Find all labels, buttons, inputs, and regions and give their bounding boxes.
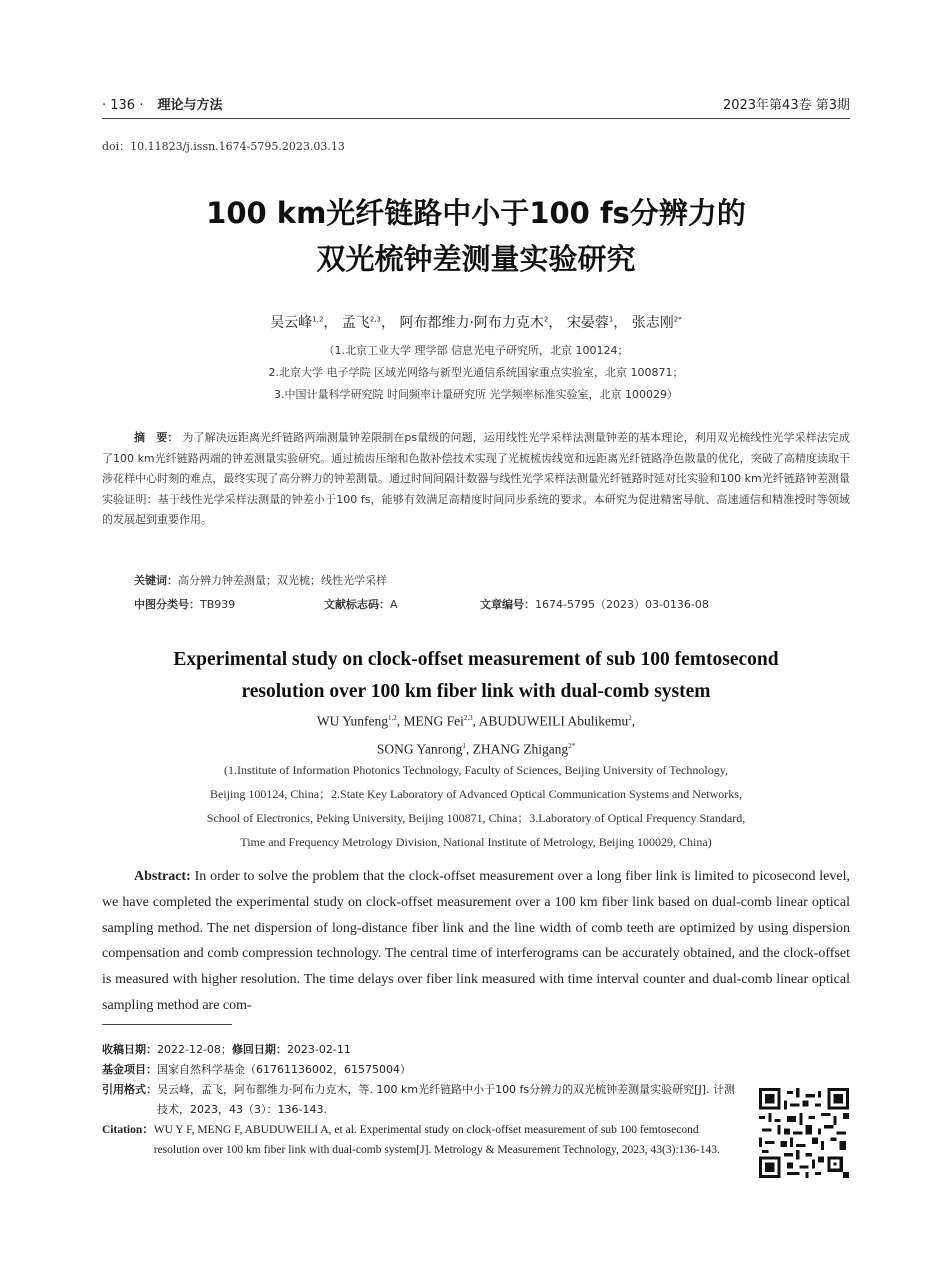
title-cn xyxy=(102,190,850,282)
author-cn-2-sup: 2,3 xyxy=(369,315,381,324)
author-cn-3: 阿布都维力·阿布力克木 xyxy=(399,315,544,331)
authors-cn: 吴云峰$^{1,2}$， 孟飞$^{2,3}$， 阿布都维力·阿布力克木$^2$， 宋晏蓉$^1$， 张志刚$^{2*}$ xyxy=(270,315,682,331)
article-no-item xyxy=(480,596,709,612)
affiliation-cn-line: 3.中国计量科学研究院 时间频率计量研究所 光学频率标准实验室，北京 100029） xyxy=(274,388,678,401)
footnote-rule xyxy=(102,1024,232,1025)
author-en-2: MENG Fei xyxy=(403,713,464,729)
author-en-1-sup: 1,2 xyxy=(387,714,397,722)
author-cn-5: 张志刚 xyxy=(631,315,674,331)
affiliations-en xyxy=(102,758,850,854)
footnotes xyxy=(102,1040,742,1160)
abstract-cn-text: 为了解决远距离光纤链路两端测量钟差限制在ps量级的问题，运用线性光学采样法测量钟差的基本理论，利用双光梳线性光学采样法完成了100 km光纤链路两端的钟差测量实验研究。通过梳齿压缩和色散补偿技术实现了光梳梳齿线宽和远距离光纤链路净色散量的优化，突破了高精度读取干涉花样中心时刻的难点，最终实现了高分辨力的钟差测量。通过时间间隔计数器与线性光学采样法测量光纤链路时延对比实验和100 km光纤链路钟差测量实验证明：基于线性光学采样法测量的钟差小于100 fs，能够有效满足高精度时间同步系统的要求。本研究为促进精密导航、高速通信和精准授时等领域的发展起到重要作用。 xyxy=(102,431,850,526)
keywords-cn-label: 关键词： xyxy=(134,574,178,587)
affiliations-cn xyxy=(102,340,850,406)
author-en-5: ZHANG Zhigang xyxy=(472,741,569,756)
doc-code-item xyxy=(324,596,480,612)
title-cn-line1: 100 km光纤链路中小于100 fs分辨力的 xyxy=(206,196,746,230)
running-header xyxy=(102,94,850,114)
affiliation-cn-line: （1.北京工业大学 理学部 信息光电子研究所，北京 100124； xyxy=(323,344,629,357)
title-en xyxy=(102,644,850,708)
author-en-1: WU Yunfeng xyxy=(316,713,388,729)
revised-label: 修回日期： xyxy=(231,1043,287,1056)
section-name: 理论与方法 xyxy=(157,98,223,113)
author-cn-2: 孟飞 xyxy=(341,315,370,331)
qr-code-icon[interactable] xyxy=(759,1088,849,1178)
doi[interactable]: doi：10.11823/j.issn.1674-5795.2023.03.13 xyxy=(102,140,345,153)
affiliation-en-line: School of Electronics, Peking University, Beijing 100871, China；3.Laboratory of Optical Frequency Standard, xyxy=(206,811,746,825)
cite-cn-line xyxy=(102,1080,742,1120)
author-cn-3-sup: 2 xyxy=(543,315,549,324)
affiliation-en-line: Time and Frequency Metrology Division, National Institute of Metrology, Beijing 100029, China) xyxy=(240,835,712,849)
author-cn-4-sup: 1 xyxy=(608,315,614,324)
page-number: · 136 · xyxy=(102,98,144,113)
abstract-en-label: Abstract: xyxy=(134,869,191,884)
clc-item xyxy=(134,596,324,612)
cite-en-label: Citation： xyxy=(102,1124,154,1136)
cite-cn-label: 引用格式： xyxy=(102,1083,157,1096)
author-en-2-sup: 2,3 xyxy=(463,714,473,722)
doc-code-value: A xyxy=(390,598,398,611)
author-en-3-sup: 2 xyxy=(628,714,632,722)
abstract-cn xyxy=(102,428,850,531)
author-cn-1: 吴云峰 xyxy=(270,315,313,331)
author-en-3: ABUDUWEILI Abulikemu xyxy=(478,713,629,729)
affiliation-en-line: (1.Institute of Information Photonics Technology, Faculty of Sciences, Beijing University of Technology, xyxy=(224,763,728,777)
author-en-5-sup: 2* xyxy=(568,741,576,750)
affiliation-en-line: Beijing 100124, China；2.State Key Laboratory of Advanced Optical Communication Systems and Networks, xyxy=(210,787,742,801)
revised-date: 2023-02-11 xyxy=(286,1043,351,1056)
header-rule xyxy=(102,118,850,119)
author-cn-4: 宋晏蓉 xyxy=(566,315,609,331)
abstract-en xyxy=(102,864,850,1019)
affiliation-cn-line: 2.北京大学 电子学院 区域光网络与新型光通信系统国家重点实验室，北京 100871； xyxy=(268,366,684,379)
title-en-line2: resolution over 100 km fiber link with dual-comb system xyxy=(241,681,711,702)
author-cn-1-sup: 1,2 xyxy=(312,315,324,324)
received-label: 收稿日期： xyxy=(102,1043,157,1056)
clc-label: 中图分类号： xyxy=(134,598,200,611)
article-no-value: 1674-5795（2023）03-0136-08 xyxy=(535,598,709,611)
author-en-4: SONG Yanrong xyxy=(376,741,463,756)
keywords-cn-text: 高分辨力钟差测量；双光梳；线性光学采样 xyxy=(178,574,387,587)
author-cn-5-sup: 2* xyxy=(673,315,682,324)
fund-text: 国家自然科学基金（61761136002，61575004） xyxy=(157,1063,411,1076)
cite-en-line xyxy=(102,1120,742,1160)
header-left xyxy=(102,94,223,113)
clc-value: TB939 xyxy=(200,598,236,611)
authors-en: WU Yunfeng$^{1,2}$, MENG Fei$^{2,3}$, ABUDUWEILI Abulikemu$^2$, SONG Yanrong$^1$, ZHANG Zhigang$^{2*}$ xyxy=(316,713,636,756)
doc-code-label: 文献标志码： xyxy=(324,598,390,611)
title-cn-line2: 双光梳钟差测量实验研究 xyxy=(316,242,636,276)
classification-row xyxy=(134,596,850,612)
abstract-en-text: In order to solve the problem that the clock-offset measurement over a long fiber link is limited to picosecond level, we have completed the experimental study on clock-offset measurement over a 100 km fiber link based on dual-comb linear optical sampling method. The net dispersion of long-distance fiber link and the line width of comb teeth are optimized by using dispersion compensation and comb compression technology. The central time of interferograms can be accurately obtained, and the clock-offset is measured with higher resolution. The time delays over fiber link measured with time interval counter and dual-comb linear optical sampling method are com- xyxy=(102,869,851,1013)
cite-en-text: WU Y F, MENG F, ABUDUWEILI A, et al. Experimental study on clock-offset measurement of sub 100 femtosecond resolution over 100 km fiber link with dual-comb system[J]. Metrology & Measurement Technology, 2023, 43(3):136-143. xyxy=(153,1124,720,1156)
paper-page xyxy=(102,0,850,1280)
received-date: 2022-12-08； xyxy=(157,1043,232,1056)
received-line xyxy=(102,1040,742,1060)
cite-cn-text: 吴云峰，孟飞，阿布都维力·阿布力克木，等. 100 km光纤链路中小于100 fs分辨力的双光梳钟差测量实验研究[J]. 计测技术，2023，43（3）：136-143. xyxy=(157,1083,735,1116)
keywords-cn xyxy=(134,572,387,588)
title-en-line1: Experimental study on clock-offset measurement of sub 100 femtosecond xyxy=(173,649,779,670)
issue-info: 2023年第43卷 第3期 xyxy=(722,98,850,113)
fund-label: 基金项目： xyxy=(102,1063,157,1076)
author-en-4-sup: 1 xyxy=(462,741,466,750)
fund-line xyxy=(102,1060,742,1080)
abstract-cn-label: 摘 要： xyxy=(134,431,179,444)
article-no-label: 文章编号： xyxy=(480,598,535,611)
